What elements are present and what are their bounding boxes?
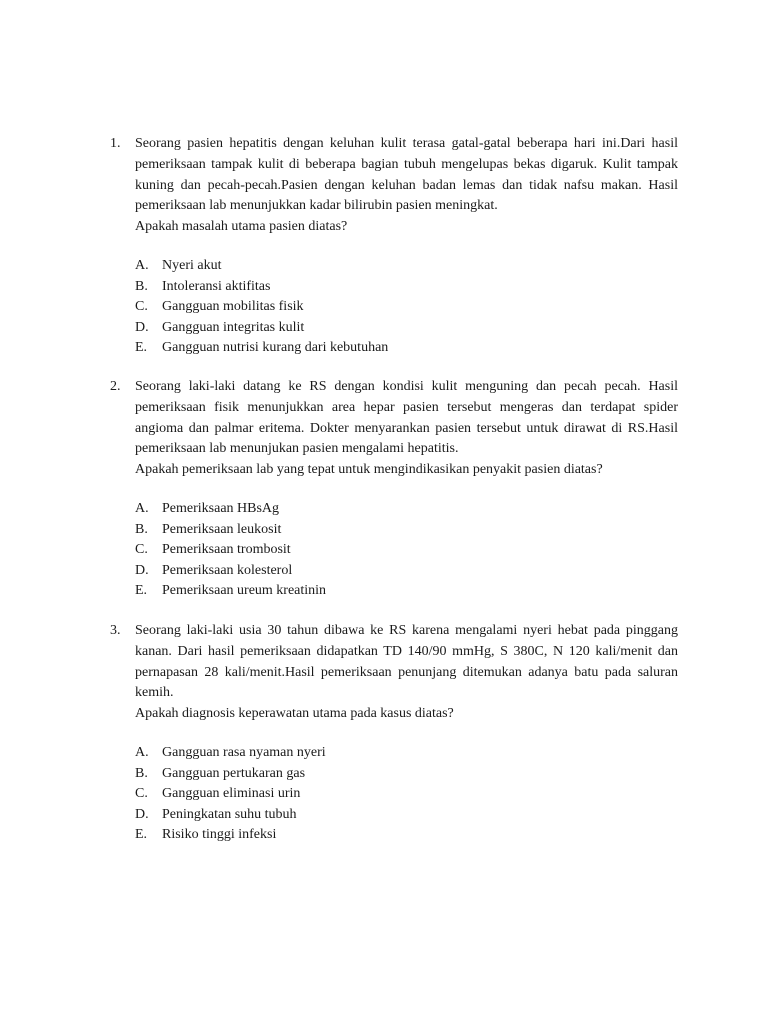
question-body (135, 377, 678, 602)
question-number: 3. (110, 623, 121, 638)
answer-option-a (135, 743, 678, 764)
question-stem: Seorang laki-laki datang ke RS dengan kondisi kulit menguning dan pecah pecah. Hasil pemeriksaan fisik menunjukkan area hepar pasien tersebut mengeras dan terdapat spider angioma dan palmar eritema. Dokter menyarankan pasien tersebut untuk dirawat di RS.Hasil pemeriksaan lab menunjukan pasien mengalami hepatitis. (135, 379, 678, 457)
option-letter: D. (135, 562, 149, 578)
answer-option-b (135, 520, 678, 541)
answer-options (135, 499, 678, 602)
answer-option-c (135, 297, 678, 318)
answer-option-b (135, 764, 678, 785)
option-text: Pemeriksaan ureum kreatinin (162, 583, 327, 599)
answer-option-d (135, 561, 678, 582)
question-3 (110, 621, 678, 846)
option-letter: C. (135, 299, 148, 315)
option-text: Pemeriksaan kolesterol (162, 562, 293, 578)
option-text: Risiko tinggi infeksi (162, 827, 277, 843)
option-text: Gangguan rasa nyaman nyeri (162, 744, 326, 760)
answer-option-a (135, 256, 678, 277)
answer-option-a (135, 499, 678, 520)
answer-options (135, 743, 678, 846)
answer-option-c (135, 540, 678, 561)
option-text: Peningkatan suhu tubuh (162, 806, 297, 822)
option-letter: B. (135, 765, 148, 781)
option-text: Gangguan integritas kulit (162, 319, 305, 335)
option-text: Gangguan pertukaran gas (162, 765, 306, 781)
question-1 (110, 134, 678, 359)
option-letter: D. (135, 319, 149, 335)
option-text: Pemeriksaan trombosit (162, 542, 291, 558)
answer-option-c (135, 784, 678, 805)
option-letter: C. (135, 542, 148, 558)
question-prompt: Apakah pemeriksaan lab yang tepat untuk mengindikasikan penyakit pasien diatas? (135, 462, 603, 478)
question-prompt: Apakah diagnosis keperawatan utama pada kasus diatas? (135, 706, 454, 722)
question-prompt: Apakah masalah utama pasien diatas? (135, 219, 348, 235)
question-2 (110, 377, 678, 602)
option-letter: B. (135, 278, 148, 294)
question-body (135, 134, 678, 359)
option-letter: D. (135, 806, 149, 822)
answer-option-e (135, 825, 678, 846)
option-letter: A. (135, 744, 149, 760)
answer-option-d (135, 805, 678, 826)
option-text: Gangguan mobilitas fisik (162, 299, 304, 315)
option-text: Gangguan nutrisi kurang dari kebutuhan (162, 340, 389, 356)
question-number: 1. (110, 136, 121, 151)
question-stem: Seorang pasien hepatitis dengan keluhan kulit terasa gatal-gatal beberapa hari ini.Dari hasil pemeriksaan tampak kulit di beberapa bagian tubuh mengelupas bekas digaruk. Kulit tampak kuning dan pecah-pecah.Pasien dengan keluhan badan lemas dan tidak nafsu makan. Hasil pemeriksaan lab menunjukkan kadar bilirubin pasien meningkat. (135, 136, 678, 214)
option-text: Pemeriksaan leukosit (162, 521, 282, 537)
option-text: Gangguan eliminasi urin (162, 786, 301, 802)
option-letter: A. (135, 257, 149, 273)
answer-option-d (135, 318, 678, 339)
answer-option-e (135, 338, 678, 359)
option-text: Pemeriksaan HBsAg (162, 500, 280, 516)
question-body (135, 621, 678, 846)
question-stem: Seorang laki-laki usia 30 tahun dibawa ke RS karena mengalami nyeri hebat pada pinggang kanan. Dari hasil pemeriksaan didapatkan TD 140/90 mmHg, S 380C, N 120 kali/menit dan pernapasan 28 kali/menit.Hasil pemeriksaan penunjang ditemukan adanya batu pada saluran kemih. (135, 623, 678, 701)
answer-option-b (135, 277, 678, 298)
option-letter: A. (135, 500, 149, 516)
answer-options (135, 256, 678, 359)
answer-option-e (135, 581, 678, 602)
option-letter: E. (135, 827, 148, 843)
option-text: Nyeri akut (162, 257, 222, 273)
option-letter: C. (135, 786, 148, 802)
option-letter: B. (135, 521, 148, 537)
option-letter: E. (135, 340, 148, 356)
option-text: Intoleransi aktifitas (162, 278, 271, 294)
option-letter: E. (135, 583, 148, 599)
question-number: 2. (110, 379, 121, 394)
